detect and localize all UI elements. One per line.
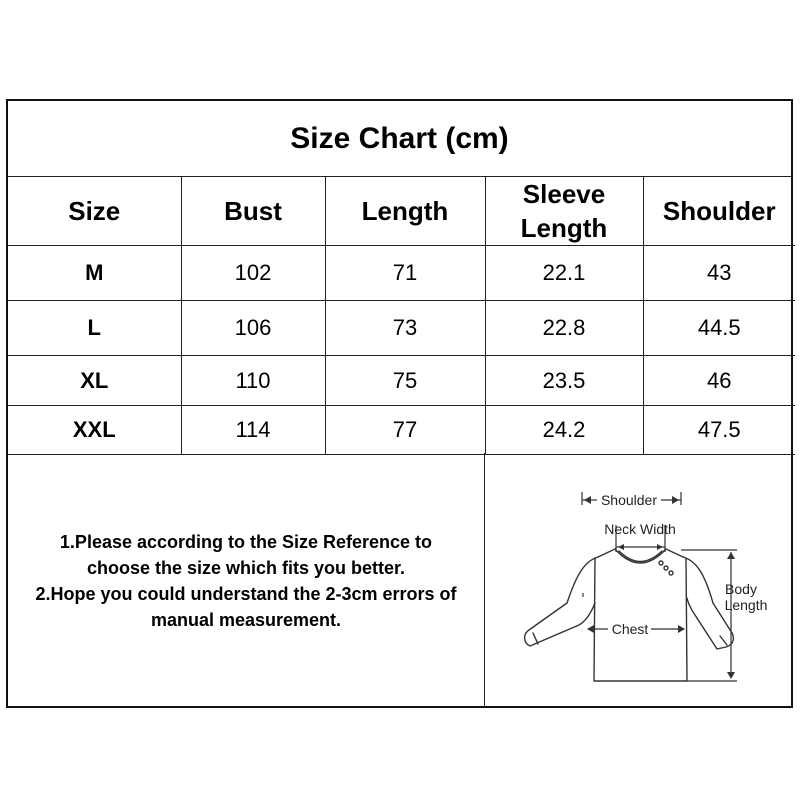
cell-bust: 102: [181, 246, 325, 301]
shoulder-label: Shoulder: [600, 492, 658, 508]
size-table: [8, 177, 795, 455]
cell-length: 75: [325, 356, 485, 406]
body-length-label-line2: Length: [724, 597, 768, 613]
chart-title: Size Chart (cm): [8, 101, 791, 177]
size-chart: [6, 99, 793, 708]
table-row: [8, 301, 795, 356]
cell-sleeve: 24.2: [485, 406, 643, 455]
cell-shoulder: 43: [643, 246, 795, 301]
note-line-3: 2.Hope you could understand the 2-3cm errors of: [35, 583, 457, 604]
cell-shoulder: 47.5: [643, 406, 795, 455]
header-length: Length: [325, 177, 485, 246]
header-shoulder: Shoulder: [643, 177, 795, 246]
measurement-diagram: [485, 453, 791, 708]
cell-sleeve: 22.1: [485, 246, 643, 301]
cell-shoulder: 46: [643, 356, 795, 406]
cell-bust: 110: [181, 356, 325, 406]
cell-length: 71: [325, 246, 485, 301]
header-sleeve-length: [485, 177, 643, 246]
cell-bust: 106: [181, 301, 325, 356]
note-line-4: manual measurement.: [150, 609, 342, 630]
cell-sleeve: 23.5: [485, 356, 643, 406]
note-line-1: 1.Please according to the Size Reference to: [59, 531, 433, 552]
cell-sleeve: 22.8: [485, 301, 643, 356]
note-line-2: choose the size which fits you better.: [86, 557, 406, 578]
size-notes: [8, 453, 484, 708]
cell-bust: 114: [181, 406, 325, 455]
table-row: [8, 246, 795, 301]
header-size: Size: [8, 177, 181, 246]
header-sleeve-line2: Length: [520, 213, 608, 243]
cell-size: XL: [8, 356, 181, 406]
neck-width-label: Neck Width: [604, 521, 676, 537]
cell-size: XXL: [8, 406, 181, 455]
table-row: [8, 406, 795, 455]
cell-size: M: [8, 246, 181, 301]
cell-length: 77: [325, 406, 485, 455]
sweater-illustration: [485, 453, 791, 708]
table-row: [8, 356, 795, 406]
header-sleeve-line1: Sleeve: [522, 179, 606, 209]
header-row: [8, 177, 795, 246]
cell-size: L: [8, 301, 181, 356]
header-bust: Bust: [181, 177, 325, 246]
chest-label: Chest: [611, 621, 649, 637]
cell-shoulder: 44.5: [643, 301, 795, 356]
cell-length: 73: [325, 301, 485, 356]
body-length-label-line1: Body: [725, 581, 757, 597]
